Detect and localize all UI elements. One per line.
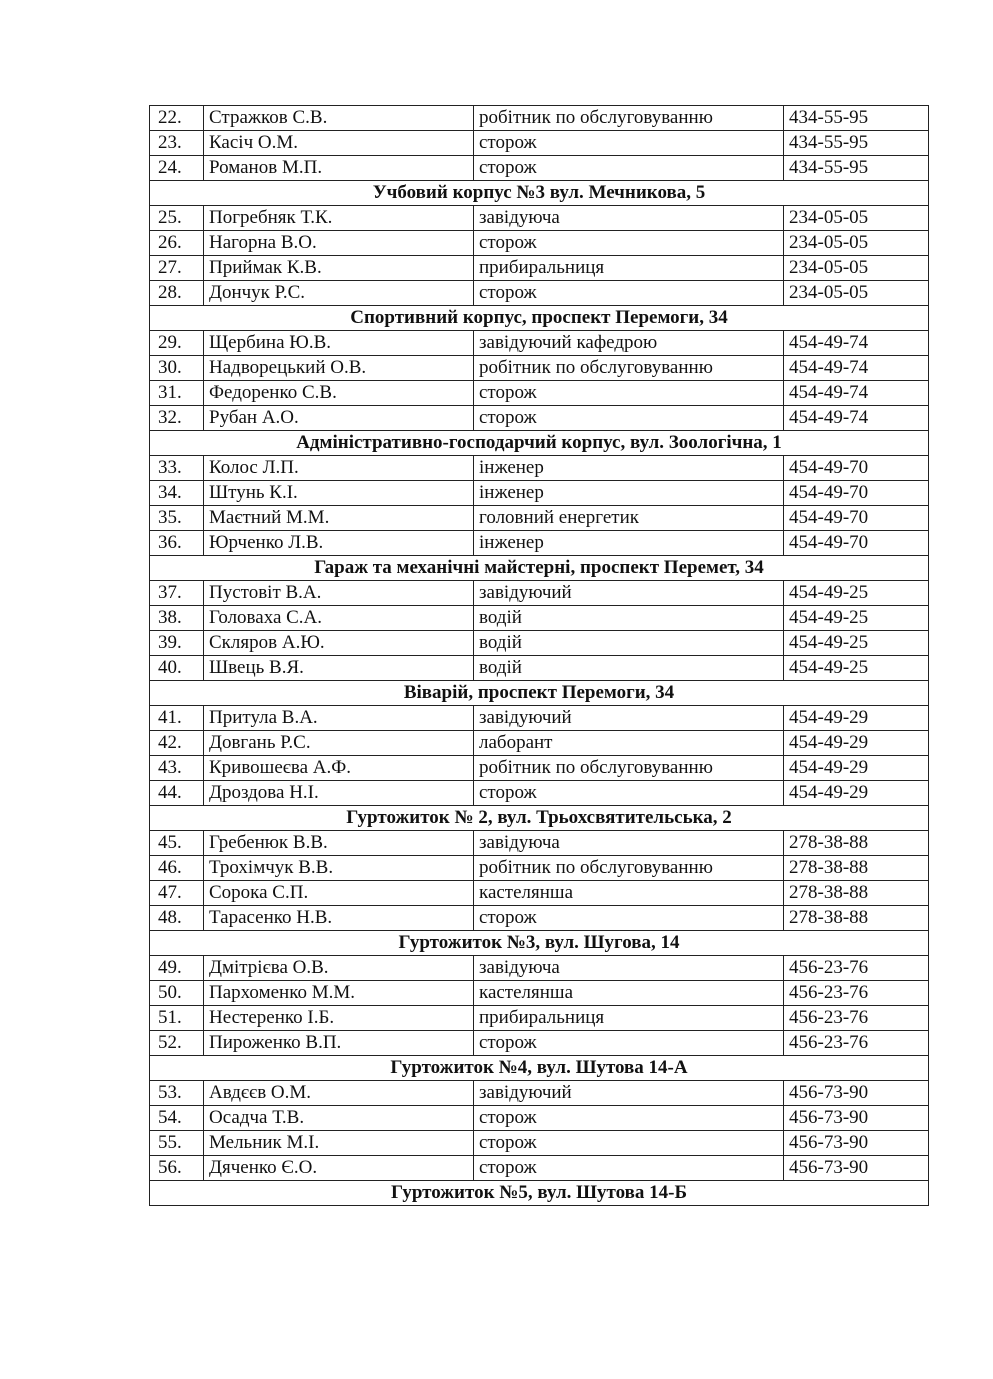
employee-position: інженер: [474, 531, 784, 556]
employee-position: сторож: [474, 906, 784, 931]
employee-name: Кривошеєва А.Ф.: [204, 756, 474, 781]
employee-name: Стражков С.В.: [204, 106, 474, 131]
employee-position: інженер: [474, 481, 784, 506]
employee-position: завідуюча: [474, 831, 784, 856]
employee-position: сторож: [474, 131, 784, 156]
phone-number: 456-73-90: [784, 1081, 929, 1106]
phone-number: 234-05-05: [784, 231, 929, 256]
employee-name: Довгань Р.С.: [204, 731, 474, 756]
employee-position: завідуючий: [474, 581, 784, 606]
employee-name: Пустовіт В.А.: [204, 581, 474, 606]
employee-position: прибиральниця: [474, 256, 784, 281]
section-title: Гараж та механічні майстерні, проспект Перемет, 34: [150, 556, 929, 581]
row-number: 51.: [150, 1006, 204, 1031]
phone-number: 456-73-90: [784, 1106, 929, 1131]
table-row: [150, 631, 929, 656]
employee-name: Касіч О.М.: [204, 131, 474, 156]
section-header-row: [150, 556, 929, 581]
row-number: 50.: [150, 981, 204, 1006]
table-row: [150, 506, 929, 531]
phone-number: 278-38-88: [784, 906, 929, 931]
table-row: [150, 356, 929, 381]
phone-number: 434-55-95: [784, 131, 929, 156]
row-number: 55.: [150, 1131, 204, 1156]
employee-position: робітник по обслуговуванню: [474, 756, 784, 781]
section-header-row: [150, 1181, 929, 1206]
phone-number: 434-55-95: [784, 106, 929, 131]
table-row: [150, 656, 929, 681]
section-title: Спортивний корпус, проспект Перемоги, 34: [150, 306, 929, 331]
phone-number: 456-23-76: [784, 956, 929, 981]
row-number: 23.: [150, 131, 204, 156]
row-number: 49.: [150, 956, 204, 981]
table-row: [150, 231, 929, 256]
row-number: 44.: [150, 781, 204, 806]
employee-position: прибиральниця: [474, 1006, 784, 1031]
row-number: 29.: [150, 331, 204, 356]
row-number: 39.: [150, 631, 204, 656]
table-row: [150, 481, 929, 506]
employee-name: Рубан А.О.: [204, 406, 474, 431]
employee-position: водій: [474, 631, 784, 656]
table-row: [150, 331, 929, 356]
row-number: 38.: [150, 606, 204, 631]
row-number: 25.: [150, 206, 204, 231]
table-row: [150, 731, 929, 756]
employee-name: Авдєєв О.М.: [204, 1081, 474, 1106]
row-number: 41.: [150, 706, 204, 731]
section-header-row: [150, 181, 929, 206]
phone-number: 454-49-74: [784, 406, 929, 431]
employee-position: робітник по обслуговуванню: [474, 856, 784, 881]
table-row: [150, 906, 929, 931]
section-title: Гуртожиток № 2, вул. Трьохсвятительська, 2: [150, 806, 929, 831]
employee-name: Штунь К.І.: [204, 481, 474, 506]
phone-number: 454-49-25: [784, 631, 929, 656]
employee-position: водій: [474, 606, 784, 631]
employee-name: Приймак К.В.: [204, 256, 474, 281]
phone-number: 454-49-70: [784, 506, 929, 531]
table-row: [150, 1131, 929, 1156]
row-number: 53.: [150, 1081, 204, 1106]
section-title: Гуртожиток №3, вул. Шугова, 14: [150, 931, 929, 956]
table-row: [150, 1106, 929, 1131]
table-row: [150, 206, 929, 231]
row-number: 52.: [150, 1031, 204, 1056]
employee-name: Мельник М.І.: [204, 1131, 474, 1156]
phone-number: 278-38-88: [784, 881, 929, 906]
table-row: [150, 531, 929, 556]
employee-position: кастелянша: [474, 881, 784, 906]
phone-number: 434-55-95: [784, 156, 929, 181]
employee-position: водій: [474, 656, 784, 681]
employee-name: Швець В.Я.: [204, 656, 474, 681]
employee-name: Гребенюк В.В.: [204, 831, 474, 856]
table-row: [150, 756, 929, 781]
employee-name: Головаха С.А.: [204, 606, 474, 631]
phone-number: 234-05-05: [784, 206, 929, 231]
employee-position: завідуючий кафедрою: [474, 331, 784, 356]
row-number: 30.: [150, 356, 204, 381]
employee-position: головний енергетик: [474, 506, 784, 531]
employee-position: сторож: [474, 231, 784, 256]
phone-number: 278-38-88: [784, 831, 929, 856]
employee-position: інженер: [474, 456, 784, 481]
row-number: 43.: [150, 756, 204, 781]
employee-name: Нестеренко І.Б.: [204, 1006, 474, 1031]
row-number: 31.: [150, 381, 204, 406]
row-number: 26.: [150, 231, 204, 256]
employee-name: Погребняк Т.К.: [204, 206, 474, 231]
phone-number: 454-49-70: [784, 531, 929, 556]
table-row: [150, 256, 929, 281]
phone-number: 454-49-25: [784, 581, 929, 606]
employee-position: сторож: [474, 281, 784, 306]
phone-number: 454-49-25: [784, 606, 929, 631]
employee-position: сторож: [474, 1156, 784, 1181]
row-number: 27.: [150, 256, 204, 281]
table-row: [150, 381, 929, 406]
phone-number: 456-73-90: [784, 1131, 929, 1156]
phone-number: 454-49-74: [784, 381, 929, 406]
phone-number: 454-49-74: [784, 356, 929, 381]
row-number: 54.: [150, 1106, 204, 1131]
row-number: 34.: [150, 481, 204, 506]
row-number: 22.: [150, 106, 204, 131]
row-number: 36.: [150, 531, 204, 556]
section-header-row: [150, 931, 929, 956]
phone-number: 278-38-88: [784, 856, 929, 881]
table-row: [150, 831, 929, 856]
employee-position: сторож: [474, 1131, 784, 1156]
row-number: 42.: [150, 731, 204, 756]
employee-name: Нагорна В.О.: [204, 231, 474, 256]
employee-position: сторож: [474, 381, 784, 406]
employee-name: Юрченко Л.В.: [204, 531, 474, 556]
employee-name: Дмітрієва О.В.: [204, 956, 474, 981]
employee-position: сторож: [474, 1106, 784, 1131]
employee-position: сторож: [474, 781, 784, 806]
table-row: [150, 706, 929, 731]
phone-number: 454-49-29: [784, 731, 929, 756]
row-number: 47.: [150, 881, 204, 906]
phone-number: 456-73-90: [784, 1156, 929, 1181]
row-number: 35.: [150, 506, 204, 531]
phone-number: 454-49-25: [784, 656, 929, 681]
section-header-row: [150, 431, 929, 456]
section-header-row: [150, 806, 929, 831]
table-row: [150, 581, 929, 606]
employee-name: Дончук Р.С.: [204, 281, 474, 306]
table-row: [150, 106, 929, 131]
table-row: [150, 156, 929, 181]
staff-table: [149, 105, 929, 1206]
table-row: [150, 781, 929, 806]
employee-position: сторож: [474, 1031, 784, 1056]
table-row: [150, 456, 929, 481]
row-number: 48.: [150, 906, 204, 931]
section-title: Адміністративно-господарчий корпус, вул. Зоологічна, 1: [150, 431, 929, 456]
table-row: [150, 1006, 929, 1031]
row-number: 45.: [150, 831, 204, 856]
row-number: 46.: [150, 856, 204, 881]
row-number: 56.: [150, 1156, 204, 1181]
phone-number: 454-49-70: [784, 481, 929, 506]
table-row: [150, 281, 929, 306]
table-row: [150, 606, 929, 631]
staff-table-body: [150, 106, 929, 1206]
phone-number: 456-23-76: [784, 1031, 929, 1056]
employee-name: Скляров А.Ю.: [204, 631, 474, 656]
employee-name: Притула В.А.: [204, 706, 474, 731]
employee-name: Надворецький О.В.: [204, 356, 474, 381]
table-row: [150, 1081, 929, 1106]
table-row: [150, 881, 929, 906]
row-number: 28.: [150, 281, 204, 306]
table-row: [150, 1156, 929, 1181]
employee-position: сторож: [474, 406, 784, 431]
row-number: 33.: [150, 456, 204, 481]
employee-position: лаборант: [474, 731, 784, 756]
employee-name: Романов М.П.: [204, 156, 474, 181]
employee-name: Осадча Т.В.: [204, 1106, 474, 1131]
section-title: Гуртожиток №4, вул. Шутова 14-А: [150, 1056, 929, 1081]
section-title: Гуртожиток №5, вул. Шутова 14-Б: [150, 1181, 929, 1206]
phone-number: 454-49-29: [784, 781, 929, 806]
phone-number: 454-49-29: [784, 756, 929, 781]
employee-position: сторож: [474, 156, 784, 181]
phone-number: 454-49-29: [784, 706, 929, 731]
employee-position: робітник по обслуговуванню: [474, 356, 784, 381]
row-number: 37.: [150, 581, 204, 606]
employee-position: робітник по обслуговуванню: [474, 106, 784, 131]
employee-position: завідуюча: [474, 206, 784, 231]
employee-name: Трохімчук В.В.: [204, 856, 474, 881]
section-header-row: [150, 1056, 929, 1081]
employee-name: Сорока С.П.: [204, 881, 474, 906]
employee-position: завідуючий: [474, 706, 784, 731]
table-row: [150, 406, 929, 431]
table-row: [150, 956, 929, 981]
row-number: 40.: [150, 656, 204, 681]
section-header-row: [150, 306, 929, 331]
row-number: 32.: [150, 406, 204, 431]
employee-name: Дроздова Н.І.: [204, 781, 474, 806]
phone-number: 454-49-74: [784, 331, 929, 356]
phone-number: 234-05-05: [784, 256, 929, 281]
employee-name: Колос Л.П.: [204, 456, 474, 481]
employee-position: завідуюча: [474, 956, 784, 981]
employee-name: Федоренко С.В.: [204, 381, 474, 406]
employee-name: Дяченко Є.О.: [204, 1156, 474, 1181]
phone-number: 456-23-76: [784, 981, 929, 1006]
section-title: Віварій, проспект Перемоги, 34: [150, 681, 929, 706]
employee-name: Тарасенко Н.В.: [204, 906, 474, 931]
table-row: [150, 856, 929, 881]
employee-name: Пироженко В.П.: [204, 1031, 474, 1056]
table-row: [150, 131, 929, 156]
phone-number: 456-23-76: [784, 1006, 929, 1031]
employee-name: Пархоменко М.М.: [204, 981, 474, 1006]
phone-number: 454-49-70: [784, 456, 929, 481]
row-number: 24.: [150, 156, 204, 181]
table-row: [150, 1031, 929, 1056]
employee-name: Маєтний М.М.: [204, 506, 474, 531]
employee-position: завідуючий: [474, 1081, 784, 1106]
employee-position: кастелянша: [474, 981, 784, 1006]
section-header-row: [150, 681, 929, 706]
employee-name: Щербина Ю.В.: [204, 331, 474, 356]
phone-number: 234-05-05: [784, 281, 929, 306]
table-row: [150, 981, 929, 1006]
section-title: Учбовий корпус №3 вул. Мечникова, 5: [150, 181, 929, 206]
